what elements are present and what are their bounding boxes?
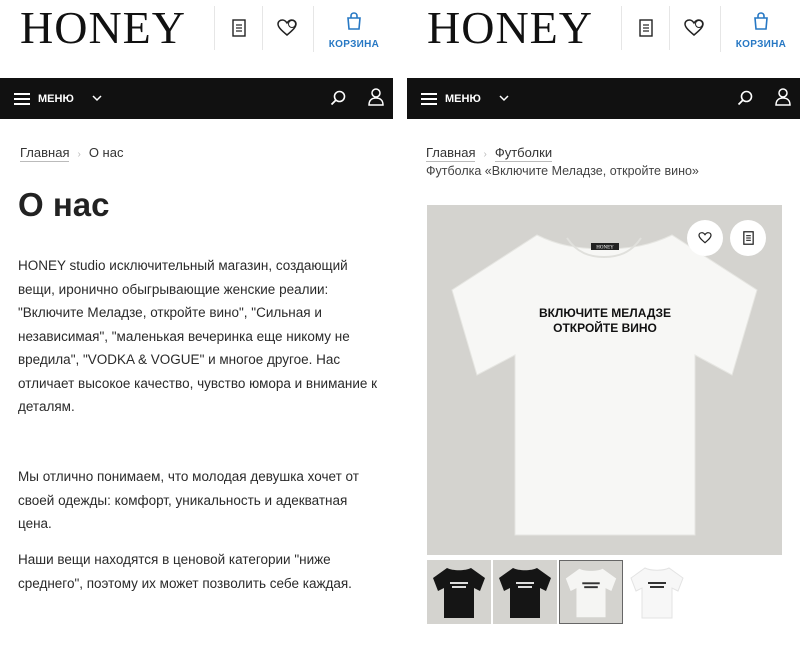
thumbnail-strip [427, 560, 782, 624]
tshirt-thumbnail [560, 561, 622, 623]
hamburger-icon [421, 93, 437, 105]
search-icon [330, 90, 346, 106]
heart-icon [684, 19, 704, 37]
product-image[interactable] [427, 205, 782, 555]
cart-label: КОРЗИНА [735, 39, 787, 50]
about-paragraph-1: HONEY studio исключительный магазин, создающий вещи, иронично обыгрывающие женские реалии: "Включите Меладзе, откройте вино", "Сильная и независимая", "маленькая вечеринка еще никому не вредила", "VODKA & VOGUE" и многое другое. Нас отличает высокое качество, чувство юмора и внимание к деталям. [18, 258, 378, 414]
thumbnail-black-tshirt[interactable] [493, 560, 557, 624]
shopping-bag-icon [753, 12, 769, 30]
menu-label: МЕНЮ [38, 92, 74, 105]
product-title: Футболка «Включите Меладзе, откройте вино» [426, 164, 699, 178]
logo[interactable]: HONEY [20, 2, 186, 53]
breadcrumb-current: О нас [88, 145, 124, 160]
thumbnail-black-tshirt[interactable] [427, 560, 491, 624]
shirt-label: HONEY [596, 245, 614, 251]
product-page-panel [407, 0, 800, 661]
heart-icon [698, 232, 712, 244]
user-icon [775, 88, 791, 106]
user-icon [368, 88, 384, 106]
breadcrumb [426, 145, 552, 162]
thumbnail-white-tshirt-selected[interactable] [559, 560, 623, 624]
hamburger-icon [14, 93, 30, 105]
header [407, 0, 800, 78]
menu-button[interactable] [421, 78, 509, 119]
thumbnail-white-tshirt[interactable] [625, 560, 689, 624]
nav-bar [0, 78, 393, 119]
search-icon [737, 90, 753, 106]
breadcrumb [20, 145, 123, 162]
account-button[interactable] [368, 88, 384, 111]
tshirt-thumbnail [493, 560, 557, 624]
breadcrumb-category[interactable]: Футболки [494, 145, 553, 160]
chevron-down-icon [499, 95, 509, 102]
chevron-down-icon [92, 95, 102, 102]
list-icon [743, 231, 754, 245]
heart-icon [277, 19, 297, 37]
breadcrumb-home[interactable]: Главная [426, 145, 476, 160]
compare-list-button[interactable] [621, 6, 670, 50]
shirt-print-line-2: ОТКРОЙТЕ ВИНО [553, 321, 657, 335]
add-to-compare-button[interactable] [730, 220, 766, 256]
header [0, 0, 393, 78]
breadcrumb-separator: › [77, 149, 81, 160]
tshirt-image [427, 205, 782, 555]
nav-bar [407, 78, 800, 119]
list-icon [639, 19, 653, 37]
add-to-favorites-button[interactable] [687, 220, 723, 256]
cart-label: КОРЗИНА [328, 39, 380, 50]
menu-button[interactable] [14, 78, 102, 119]
compare-list-button[interactable] [214, 6, 263, 50]
search-button[interactable] [330, 90, 346, 111]
page-title: О нас [18, 186, 110, 223]
shirt-print-line-1: ВКЛЮЧИТЕ МЕЛАДЗЕ [538, 306, 672, 320]
about-page-panel [0, 0, 393, 661]
breadcrumb-home[interactable]: Главная [20, 145, 70, 160]
about-paragraph-2: Мы отлично понимаем, что молодая девушка хочет от своей одежды: комфорт, уникальность и адекватная цена. [18, 469, 359, 531]
cart-button[interactable] [720, 6, 800, 52]
about-paragraph-3: Наши вещи находятся в ценовой категории "ниже среднего", поэтому их может позволить себе каждая. [18, 552, 352, 591]
search-button[interactable] [737, 90, 753, 111]
favorites-button[interactable] [262, 6, 311, 50]
shopping-bag-icon [346, 12, 362, 30]
breadcrumb-separator: › [483, 149, 487, 160]
list-icon [232, 19, 246, 37]
cart-button[interactable] [313, 6, 393, 52]
tshirt-thumbnail [427, 560, 491, 624]
account-button[interactable] [775, 88, 791, 111]
favorites-button[interactable] [669, 6, 718, 50]
logo[interactable]: HONEY [427, 2, 593, 53]
tshirt-thumbnail [625, 560, 689, 624]
menu-label: МЕНЮ [445, 92, 481, 105]
